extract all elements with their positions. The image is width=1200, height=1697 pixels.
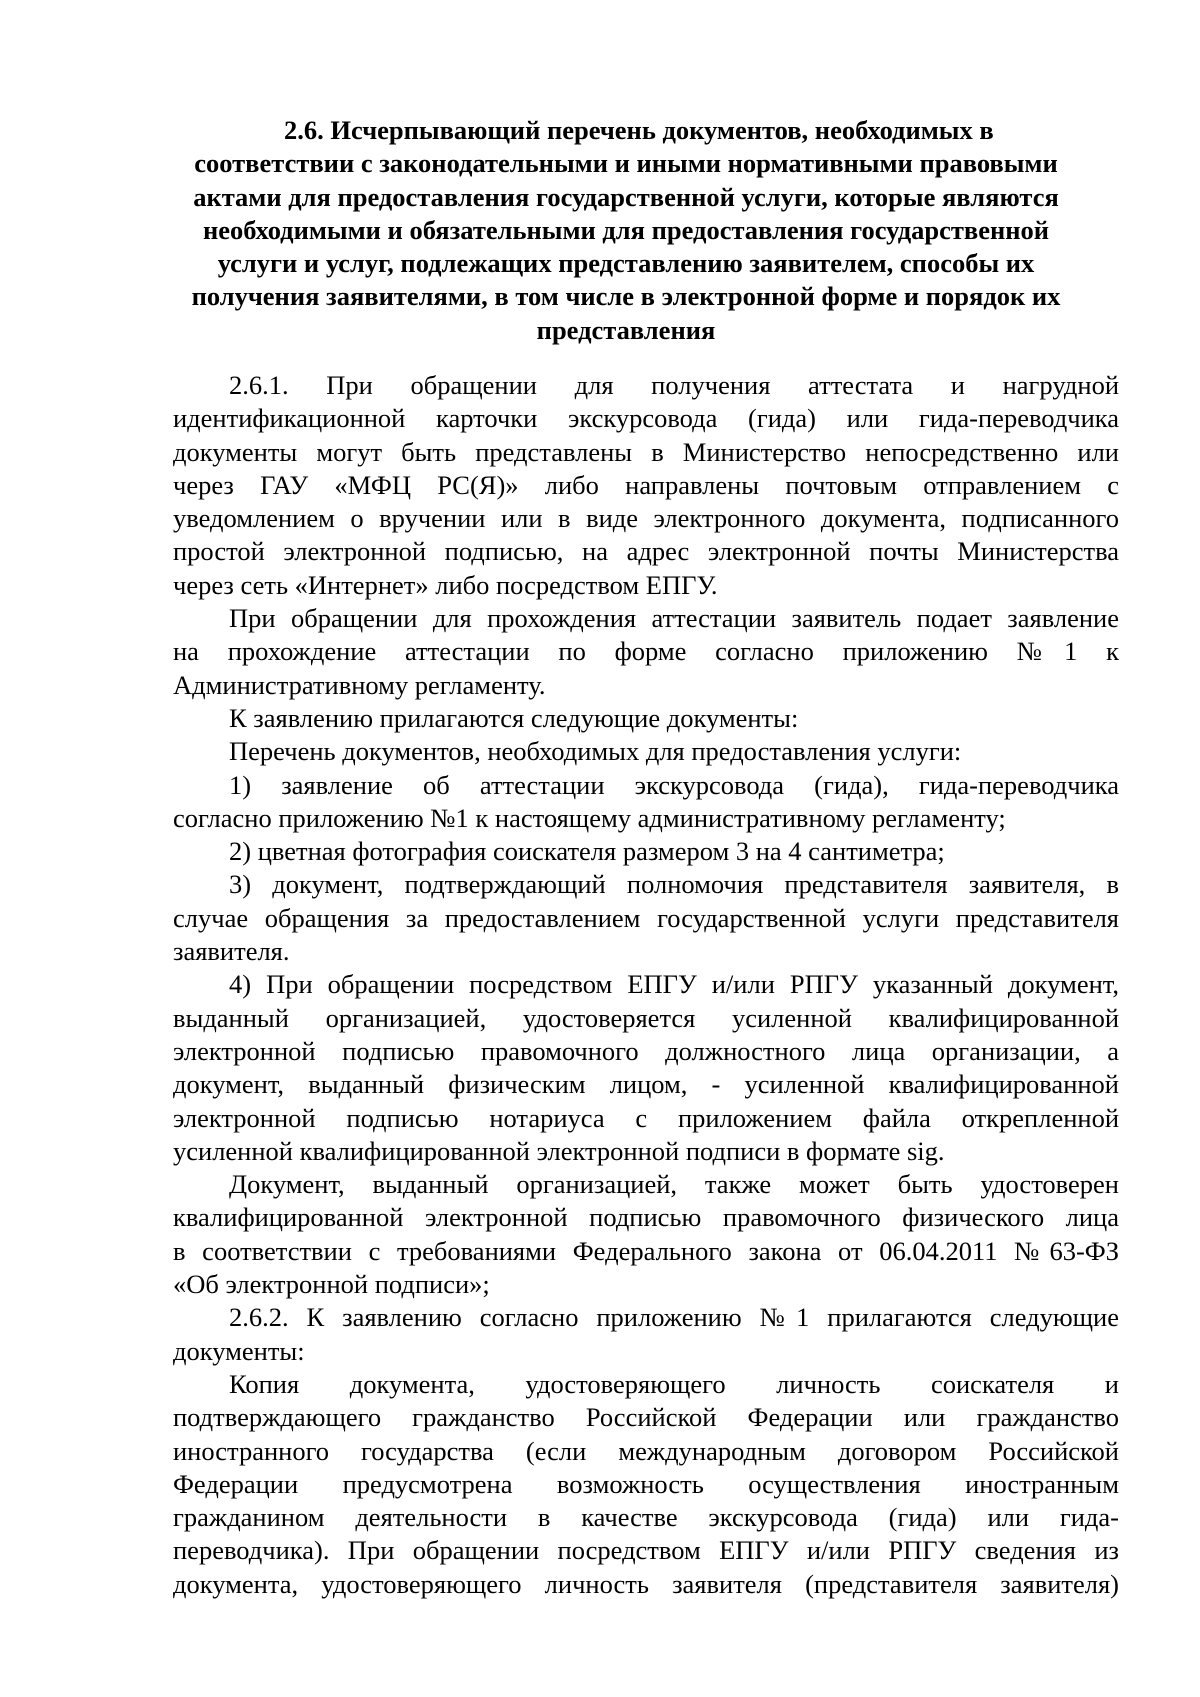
text-line: заявителя. [173,936,290,967]
text-line: 2.6.2. К заявлению согласно приложению №1 прилагаются следующие [229,1302,1119,1333]
text-line: «Об электронной подписи»; [173,1269,490,1300]
text-line: в соответствии с требованиями Федерального закона от 06.04.2011 №63-ФЗ [173,1235,1119,1266]
text-line: простой электронной подписью, на адрес электронной почты Министерства [173,536,1119,567]
text-line: документы могут быть представлены в Министерство непосредственно или [173,436,1119,467]
text-line: электронной подписью нотариуса с приложением файла открепленной [173,1102,1119,1133]
text-line: 4) При обращении посредством ЕПГУ и/или РПГУ указанный документ, [229,969,1119,1000]
text-line: переводчика). При обращении посредством ЕПГУ и/или РПГУ сведения из [173,1535,1119,1566]
text-line: К заявлению прилагаются следующие документы: [229,702,799,733]
heading-line: соответствии с законодательными и иными нормативными правовыми [194,148,1058,179]
text-line: При обращении для прохождения аттестации заявитель подает заявление [229,603,1119,634]
text-line: случае обращения за предоставлением государственной услуги представителя [173,902,1119,933]
text-line: 2) цветная фотография соискателя размером 3 на 4 сантиметра; [229,836,945,867]
text-line: Федерации предусмотрена возможность осуществления иностранным [173,1468,1119,1499]
text-line: Административному регламенту. [173,669,546,700]
section-heading [172,114,1080,347]
text-line: квалифицированной электронной подписью правомочного физического лица [173,1202,1119,1233]
text-line: через сеть «Интернет» либо посредством ЕПГУ. [173,569,718,600]
text-line: Перечень документов, необходимых для предоставления услуги: [229,736,962,767]
heading-line: актами для предоставления государственной услуги, которые являются [193,181,1059,212]
text-line: через ГАУ «МФЦ РС(Я)» либо направлены почтовым отправлением с [173,469,1119,500]
heading-line: получения заявителями, в том числе в электронной форме и порядок их [191,281,1061,312]
text-line: выданный организацией, удостоверяется усиленной квалифицированной [173,1002,1119,1033]
text-line: усиленной квалифицированной электронной подписи в формате sig. [173,1135,945,1166]
text-line: 3) документ, подтверждающий полномочия представителя заявителя, в [229,869,1119,900]
heading-line: 2.6. Исчерпывающий перечень документов, необходимых в [284,115,994,145]
text-line: документа, удостоверяющего личность заявителя (представителя заявителя) [173,1568,1119,1599]
text-line: идентификационной карточки экскурсовода (гида) или гида-переводчика [173,403,1119,434]
text-line: согласно приложению №1 к настоящему административному регламенту; [173,802,1006,833]
text-line: документ, выданный физическим лицом, - усиленной квалифицированной [173,1069,1119,1100]
text-line: уведомлением о вручении или в виде электронного документа, подписанного [173,503,1119,534]
document-body [173,369,1119,1601]
text-line: Документ, выданный организацией, также может быть удостоверен [229,1169,1119,1200]
text-line: подтверждающего гражданство Российской Федерации или гражданство [173,1402,1119,1433]
heading-line: представления [536,314,716,345]
text-line: 1) заявление об аттестации экскурсовода (гида), гида-переводчика [229,769,1119,800]
text-line: гражданином деятельности в качестве экскурсовода (гида) или гида- [173,1502,1119,1533]
text-line: Копия документа, удостоверяющего личность соискателя и [229,1368,1119,1399]
heading-line: услуги и услуг, подлежащих представлению заявителем, способы их [217,248,1035,279]
text-line: электронной подписью правомочного должностного лица организации, а [173,1035,1119,1066]
heading-line: необходимыми и обязательными для предоставления государственной [202,214,1050,245]
text-line: 2.6.1. При обращении для получения аттестата и нагрудной [229,370,1119,400]
text-line: документы: [173,1335,305,1366]
text-line: на прохождение аттестации по форме согласно приложению №1 к [173,636,1119,667]
text-line: иностранного государства (если международным договором Российской [173,1435,1119,1466]
